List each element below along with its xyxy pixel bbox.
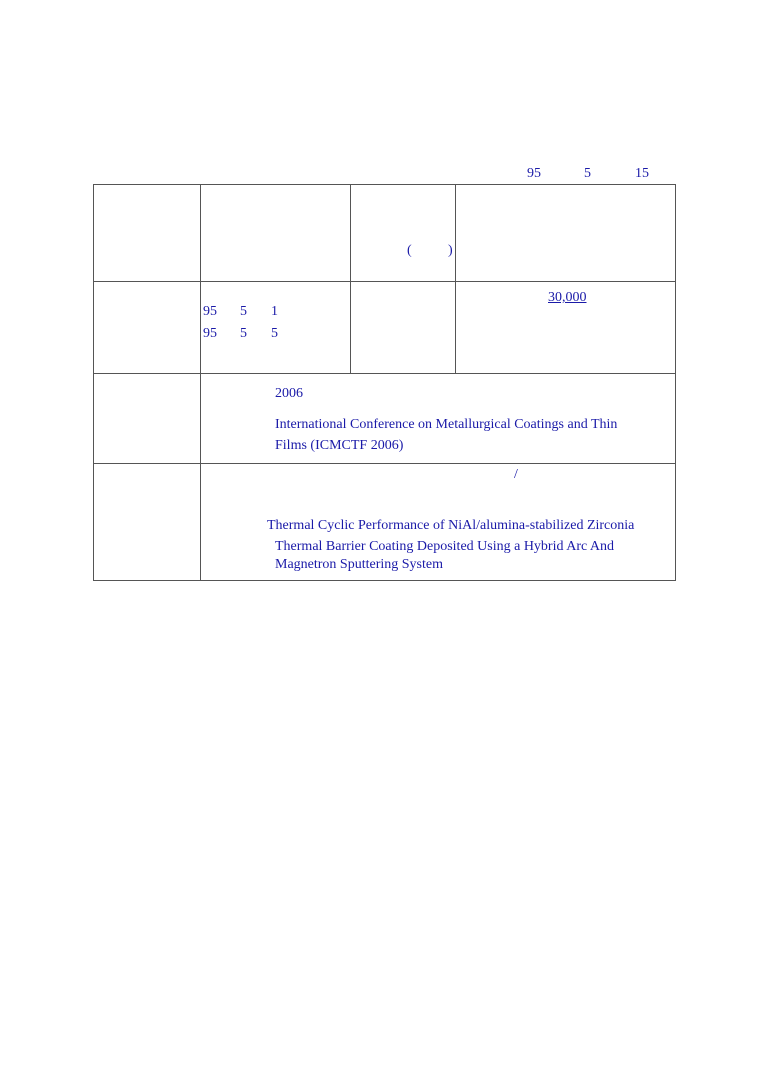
period-end-month: 5 [240,326,247,341]
paper-slash: / [514,467,518,482]
table-row-divider-2 [93,373,676,374]
paper-title-line-3: Magnetron Sputtering System [275,557,443,572]
period-start-month: 5 [240,304,247,319]
period-end-year: 95 [203,326,217,341]
conference-name-line-2: Films (ICMCTF 2006) [275,438,404,453]
date-year: 95 [527,166,541,181]
date-month: 5 [584,166,591,181]
conference-name-line-1: International Conference on Metallurgical Coatings and Thin [275,417,618,432]
table-border-top [93,184,676,185]
period-start-day: 1 [271,304,278,319]
paper-title-line-1: Thermal Cyclic Performance of NiAl/alumina-stabilized Zirconia [267,518,635,533]
table-col-divider-2 [350,184,351,374]
period-start-year: 95 [203,304,217,319]
date-day: 15 [635,166,649,181]
table-border-left [93,184,94,581]
period-end-day: 5 [271,326,278,341]
table-row-divider-1 [93,281,676,282]
header-paren-close: ) [448,243,453,258]
table-col-divider-3 [455,184,456,374]
table-border-right [675,184,676,581]
header-paren-open: ( [407,243,412,258]
paper-title-line-2: Thermal Barrier Coating Deposited Using a Hybrid Arc And [275,539,615,554]
table-row-divider-3 [93,463,676,464]
conference-year: 2006 [275,386,303,401]
table-col-divider-1 [200,184,201,581]
table-border-bottom [93,580,676,581]
amount-link[interactable]: 30,000 [548,290,587,305]
